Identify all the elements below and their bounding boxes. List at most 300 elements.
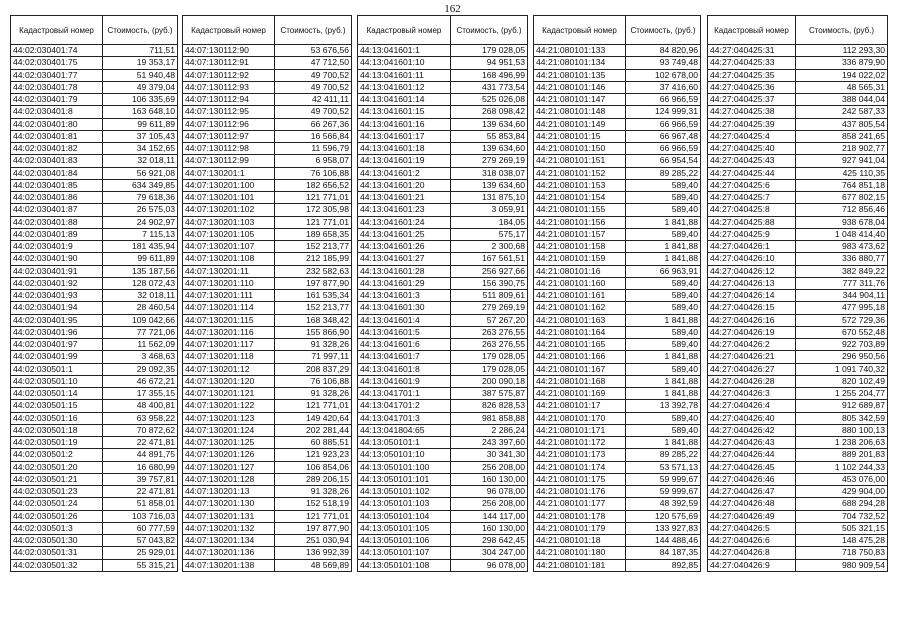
cost-cell: 805 342,59 <box>796 412 888 424</box>
table-row <box>708 106 888 118</box>
cadastral-number-cell: 44:27:040425:38 <box>708 106 796 118</box>
cost-cell: 212 185,99 <box>275 253 352 265</box>
table-row <box>708 363 888 375</box>
table-row <box>183 204 352 216</box>
cadastral-number-cell: 44:02:030501:21 <box>11 473 103 485</box>
table-row <box>358 339 528 351</box>
table-row <box>183 81 352 93</box>
cost-cell: 160 130,00 <box>451 473 528 485</box>
cadastral-number-cell: 44:13:050101:106 <box>358 535 451 547</box>
cadastral-number-cell: 44:13:041601:9 <box>358 375 451 387</box>
cadastral-number-cell: 44:21:080101:152 <box>534 167 626 179</box>
cost-cell: 42 411,11 <box>275 94 352 106</box>
cadastral-number-cell: 44:13:041601:5 <box>358 326 451 338</box>
table-row <box>358 179 528 191</box>
table-row <box>358 388 528 400</box>
cost-cell: 121 771,01 <box>275 400 352 412</box>
header-cadastral-number: Кадастровый номер <box>358 16 451 45</box>
cadastral-number-cell: 44:13:041601:26 <box>358 241 451 253</box>
table-row <box>183 388 352 400</box>
table-row <box>11 57 178 69</box>
table-row <box>534 461 701 473</box>
cadastral-number-cell: 44:21:080101:134 <box>534 57 626 69</box>
cadastral-number-cell: 44:27:040426:16 <box>708 314 796 326</box>
cadastral-number-cell: 44:21:080101:160 <box>534 277 626 289</box>
cost-cell: 172 305,98 <box>275 204 352 216</box>
cadastral-number-cell: 44:07:130201:116 <box>183 326 275 338</box>
cost-cell: 268 098,42 <box>451 106 528 118</box>
table-row <box>708 388 888 400</box>
cadastral-number-cell: 44:07:130201:101 <box>183 192 275 204</box>
cost-cell: 511 809,61 <box>451 290 528 302</box>
cadastral-number-cell: 44:21:080101:167 <box>534 363 626 375</box>
table-row <box>534 559 701 571</box>
cost-cell: 1 102 244,33 <box>796 461 888 473</box>
table-row <box>358 118 528 130</box>
cadastral-number-cell: 44:07:130201:117 <box>183 339 275 351</box>
table-row <box>358 412 528 424</box>
table-row <box>708 167 888 179</box>
cadastral-number-cell: 44:27:040426:15 <box>708 302 796 314</box>
cost-cell: 77 721,06 <box>103 326 178 338</box>
cost-table-3 <box>357 15 528 572</box>
cost-cell: 892,85 <box>626 559 701 571</box>
table-row <box>358 326 528 338</box>
cost-cell: 572 729,36 <box>796 314 888 326</box>
table-row <box>183 290 352 302</box>
table-row <box>534 106 701 118</box>
table-row <box>358 400 528 412</box>
table-row <box>11 216 178 228</box>
table-row <box>11 424 178 436</box>
cost-cell: 11 596,79 <box>275 143 352 155</box>
table-row <box>534 522 701 534</box>
cost-cell: 133 927,83 <box>626 522 701 534</box>
cadastral-number-cell: 44:07:130112:96 <box>183 118 275 130</box>
cadastral-number-cell: 44:21:080101:168 <box>534 375 626 387</box>
cadastral-number-cell: 44:02:030401:91 <box>11 265 103 277</box>
cadastral-number-cell: 44:07:130201:138 <box>183 559 275 571</box>
cost-cell: 298 642,45 <box>451 535 528 547</box>
table-row <box>183 375 352 387</box>
table-row <box>708 57 888 69</box>
cost-cell: 51 858,01 <box>103 498 178 510</box>
table-row <box>183 167 352 179</box>
table-row <box>11 314 178 326</box>
cadastral-number-cell: 44:13:041601:19 <box>358 155 451 167</box>
cadastral-number-cell: 44:13:050101:100 <box>358 461 451 473</box>
table-row <box>358 45 528 57</box>
cost-cell: 589,40 <box>626 424 701 436</box>
cadastral-number-cell: 44:13:050101:107 <box>358 547 451 559</box>
cost-cell: 336 880,77 <box>796 253 888 265</box>
cadastral-number-cell: 44:13:041701:3 <box>358 412 451 424</box>
cost-cell: 589,40 <box>626 302 701 314</box>
cost-cell: 256 927,66 <box>451 265 528 277</box>
cadastral-number-cell: 44:02:030401:89 <box>11 228 103 240</box>
cadastral-number-cell: 44:07:130201:108 <box>183 253 275 265</box>
cost-cell: 103 716,03 <box>103 510 178 522</box>
table-row <box>534 400 701 412</box>
cost-cell: 2 286,24 <box>451 424 528 436</box>
cost-cell: 112 293,30 <box>796 45 888 57</box>
cadastral-number-cell: 44:02:030501:20 <box>11 461 103 473</box>
header-cadastral-number: Кадастровый номер <box>11 16 103 45</box>
cadastral-number-cell: 44:07:130112:94 <box>183 94 275 106</box>
cost-cell: 70 872,62 <box>103 424 178 436</box>
cadastral-number-cell: 44:21:080101:15 <box>534 130 626 142</box>
cost-cell: 24 902,97 <box>103 216 178 228</box>
cost-cell: 1 841,88 <box>626 375 701 387</box>
table-row <box>11 155 178 167</box>
cadastral-number-cell: 44:21:080101:162 <box>534 302 626 314</box>
table-row <box>534 473 701 485</box>
cost-cell: 156 390,75 <box>451 277 528 289</box>
table-row <box>708 486 888 498</box>
table-row <box>534 302 701 314</box>
table-row <box>358 192 528 204</box>
cadastral-number-cell: 44:13:041601:24 <box>358 216 451 228</box>
cadastral-number-cell: 44:21:080101:154 <box>534 192 626 204</box>
cadastral-number-cell: 44:13:050101:103 <box>358 498 451 510</box>
cost-cell: 37 105,43 <box>103 130 178 142</box>
table-row <box>534 424 701 436</box>
cost-cell: 135 187,56 <box>103 265 178 277</box>
table-row <box>534 498 701 510</box>
cost-cell: 53 676,56 <box>275 45 352 57</box>
cadastral-number-cell: 44:02:030401:8 <box>11 106 103 118</box>
cost-cell: 53 571,13 <box>626 461 701 473</box>
cadastral-number-cell: 44:02:030401:86 <box>11 192 103 204</box>
cost-cell: 48 392,59 <box>626 498 701 510</box>
cadastral-number-cell: 44:21:080101:164 <box>534 326 626 338</box>
cadastral-number-cell: 44:21:080101:165 <box>534 339 626 351</box>
cadastral-number-cell: 44:13:041601:14 <box>358 94 451 106</box>
header-cadastral-number: Кадастровый номер <box>183 16 275 45</box>
cadastral-number-cell: 44:27:040425:33 <box>708 57 796 69</box>
cost-cell: 858 241,65 <box>796 130 888 142</box>
table-row <box>534 118 701 130</box>
cadastral-number-cell: 44:21:080101:153 <box>534 179 626 191</box>
table-row <box>11 388 178 400</box>
cadastral-number-cell: 44:27:040426:1 <box>708 241 796 253</box>
cadastral-number-cell: 44:02:030401:92 <box>11 277 103 289</box>
cadastral-number-cell: 44:13:050101:101 <box>358 473 451 485</box>
table-header-row <box>183 16 352 45</box>
cadastral-number-cell: 44:07:130201:111 <box>183 290 275 302</box>
table-row <box>11 277 178 289</box>
table-row <box>183 363 352 375</box>
table-row <box>183 412 352 424</box>
table-row <box>11 351 178 363</box>
cost-cell: 25 929,01 <box>103 547 178 559</box>
cost-cell: 89 285,22 <box>626 167 701 179</box>
cost-cell: 189 658,35 <box>275 228 352 240</box>
cost-cell: 59 999,67 <box>626 486 701 498</box>
cost-cell: 477 995,18 <box>796 302 888 314</box>
table-row <box>358 375 528 387</box>
cost-cell: 91 328,26 <box>275 486 352 498</box>
cadastral-number-cell: 44:21:080101:135 <box>534 69 626 81</box>
cadastral-number-cell: 44:13:041601:8 <box>358 363 451 375</box>
cadastral-number-cell: 44:07:130201:105 <box>183 228 275 240</box>
cost-cell: 1 091 740,32 <box>796 363 888 375</box>
table-row <box>534 69 701 81</box>
cost-cell: 71 997,11 <box>275 351 352 363</box>
table-row <box>358 57 528 69</box>
cost-cell: 96 078,00 <box>451 486 528 498</box>
cadastral-number-cell: 44:02:030501:26 <box>11 510 103 522</box>
cost-cell: 208 837,29 <box>275 363 352 375</box>
cadastral-number-cell: 44:27:040426:13 <box>708 277 796 289</box>
table-row <box>708 94 888 106</box>
cadastral-number-cell: 44:07:130201:100 <box>183 179 275 191</box>
table-row <box>11 192 178 204</box>
cost-cell: 589,40 <box>626 228 701 240</box>
cost-cell: 181 435,94 <box>103 241 178 253</box>
table-row <box>534 265 701 277</box>
cost-cell: 589,40 <box>626 204 701 216</box>
cadastral-number-cell: 44:21:080101:146 <box>534 81 626 93</box>
cadastral-number-cell: 44:13:041601:30 <box>358 302 451 314</box>
table-row <box>358 130 528 142</box>
cadastral-number-cell: 44:07:130201:131 <box>183 510 275 522</box>
table-row <box>534 228 701 240</box>
cadastral-number-cell: 44:21:080101:170 <box>534 412 626 424</box>
table-header-row <box>11 16 178 45</box>
cadastral-number-cell: 44:13:041601:29 <box>358 277 451 289</box>
cost-cell: 66 966,59 <box>626 143 701 155</box>
table-row <box>183 326 352 338</box>
cost-cell: 55 315,21 <box>103 559 178 571</box>
cadastral-number-cell: 44:21:080101:147 <box>534 94 626 106</box>
cost-cell: 39 757,81 <box>103 473 178 485</box>
table-row <box>183 559 352 571</box>
cadastral-number-cell: 44:02:030401:99 <box>11 351 103 363</box>
table-row <box>11 45 178 57</box>
table-row <box>708 265 888 277</box>
cadastral-number-cell: 44:13:041601:25 <box>358 228 451 240</box>
table-row <box>534 339 701 351</box>
cost-cell: 131 875,10 <box>451 192 528 204</box>
table-row <box>11 326 178 338</box>
cost-cell: 161 535,34 <box>275 290 352 302</box>
table-row <box>11 81 178 93</box>
cadastral-number-cell: 44:13:050101:10 <box>358 449 451 461</box>
table-row <box>358 302 528 314</box>
table-row <box>183 265 352 277</box>
table-row <box>183 241 352 253</box>
cadastral-number-cell: 44:02:030401:96 <box>11 326 103 338</box>
table-row <box>11 118 178 130</box>
table-row <box>708 216 888 228</box>
table-row <box>358 461 528 473</box>
cadastral-number-cell: 44:27:040425:4 <box>708 130 796 142</box>
cost-cell: 1 841,88 <box>626 241 701 253</box>
cost-cell: 11 562,09 <box>103 339 178 351</box>
table-row <box>358 290 528 302</box>
cost-cell: 168 496,99 <box>451 69 528 81</box>
cost-cell: 66 267,36 <box>275 118 352 130</box>
cadastral-number-cell: 44:27:040425:31 <box>708 45 796 57</box>
cadastral-number-cell: 44:07:130201:13 <box>183 486 275 498</box>
table-row <box>11 290 178 302</box>
cadastral-number-cell: 44:02:030401:93 <box>11 290 103 302</box>
table-row <box>708 412 888 424</box>
cadastral-number-cell: 44:07:130112:95 <box>183 106 275 118</box>
cost-cell: 429 904,00 <box>796 486 888 498</box>
table-row <box>708 130 888 142</box>
cadastral-number-cell: 44:13:050101:108 <box>358 559 451 571</box>
cadastral-number-cell: 44:02:030501:2 <box>11 449 103 461</box>
cost-cell: 712 856,46 <box>796 204 888 216</box>
cadastral-number-cell: 44:27:040425:39 <box>708 118 796 130</box>
table-row <box>358 498 528 510</box>
cost-cell: 121 771,01 <box>275 192 352 204</box>
table-row <box>534 375 701 387</box>
table-row <box>11 498 178 510</box>
cadastral-number-cell: 44:27:040426:44 <box>708 449 796 461</box>
cost-cell: 179 028,05 <box>451 351 528 363</box>
cadastral-number-cell: 44:07:130112:92 <box>183 69 275 81</box>
cost-cell: 22 471,81 <box>103 437 178 449</box>
table-row <box>708 522 888 534</box>
cost-cell: 57 043,82 <box>103 535 178 547</box>
table-row <box>708 535 888 547</box>
cadastral-number-cell: 44:21:080101:176 <box>534 486 626 498</box>
table-row <box>183 228 352 240</box>
table-row <box>183 400 352 412</box>
table-row <box>183 461 352 473</box>
cadastral-number-cell: 44:21:080101:172 <box>534 437 626 449</box>
cost-cell: 37 416,60 <box>626 81 701 93</box>
table-row <box>183 351 352 363</box>
table-row <box>358 216 528 228</box>
cost-cell: 49 700,52 <box>275 106 352 118</box>
cost-cell: 1 841,88 <box>626 314 701 326</box>
table-row <box>708 302 888 314</box>
cost-cell: 136 992,39 <box>275 547 352 559</box>
table-row <box>11 559 178 571</box>
table-row <box>183 424 352 436</box>
cost-cell: 263 276,55 <box>451 339 528 351</box>
cost-cell: 22 471,81 <box>103 486 178 498</box>
table-row <box>708 400 888 412</box>
table-row <box>11 130 178 142</box>
cadastral-number-cell: 44:02:030501:30 <box>11 535 103 547</box>
cost-cell: 155 866,90 <box>275 326 352 338</box>
cost-cell: 76 106,88 <box>275 167 352 179</box>
table-row <box>534 130 701 142</box>
cadastral-number-cell: 44:21:080101:180 <box>534 547 626 559</box>
table-row <box>534 363 701 375</box>
cost-cell: 168 348,42 <box>275 314 352 326</box>
table-row <box>708 559 888 571</box>
table-row <box>534 486 701 498</box>
cost-cell: 152 518,19 <box>275 498 352 510</box>
cost-cell: 106 854,06 <box>275 461 352 473</box>
cadastral-number-cell: 44:02:030501:18 <box>11 424 103 436</box>
cost-cell: 387 575,87 <box>451 388 528 400</box>
cadastral-number-cell: 44:07:130112:90 <box>183 45 275 57</box>
table-row <box>358 449 528 461</box>
cost-cell: 263 276,55 <box>451 326 528 338</box>
cost-cell: 880 100,13 <box>796 424 888 436</box>
cost-cell: 670 552,48 <box>796 326 888 338</box>
table-row <box>183 69 352 81</box>
table-row <box>11 375 178 387</box>
cost-cell: 32 018,11 <box>103 290 178 302</box>
cadastral-number-cell: 44:13:050101:1 <box>358 437 451 449</box>
cost-cell: 589,40 <box>626 179 701 191</box>
cost-cell: 34 152,65 <box>103 143 178 155</box>
cost-cell: 17 355,15 <box>103 388 178 400</box>
cadastral-number-cell: 44:27:040425:40 <box>708 143 796 155</box>
cadastral-number-cell: 44:07:130201:12 <box>183 363 275 375</box>
cost-cell: 1 841,88 <box>626 437 701 449</box>
table-row <box>534 45 701 57</box>
cost-cell: 505 321,15 <box>796 522 888 534</box>
cost-cell: 152 213,77 <box>275 302 352 314</box>
cadastral-number-cell: 44:21:080101:181 <box>534 559 626 571</box>
cadastral-number-cell: 44:27:040426:42 <box>708 424 796 436</box>
cost-cell: 677 802,15 <box>796 192 888 204</box>
cadastral-number-cell: 44:27:040425:9 <box>708 228 796 240</box>
cost-cell: 102 678,00 <box>626 69 701 81</box>
cost-cell: 109 042,66 <box>103 314 178 326</box>
cost-cell: 711,51 <box>103 45 178 57</box>
table-row <box>183 302 352 314</box>
cadastral-number-cell: 44:13:041601:10 <box>358 57 451 69</box>
cadastral-number-cell: 44:21:080101:18 <box>534 535 626 547</box>
cost-cell: 589,40 <box>626 277 701 289</box>
table-row <box>11 412 178 424</box>
table-row <box>183 510 352 522</box>
cadastral-number-cell: 44:21:080101:17 <box>534 400 626 412</box>
table-row <box>11 522 178 534</box>
cost-cell: 279 269,19 <box>451 155 528 167</box>
cost-cell: 243 397,60 <box>451 437 528 449</box>
table-row <box>183 155 352 167</box>
table-row <box>708 461 888 473</box>
page-number: 162 <box>444 3 461 15</box>
cadastral-number-cell: 44:27:040426:27 <box>708 363 796 375</box>
cost-cell: 182 656,52 <box>275 179 352 191</box>
cadastral-number-cell: 44:07:130201:126 <box>183 449 275 461</box>
table-header-row <box>358 16 528 45</box>
table-row <box>358 265 528 277</box>
cost-cell: 106 335,69 <box>103 94 178 106</box>
cost-cell: 704 732,52 <box>796 510 888 522</box>
table-row <box>534 547 701 559</box>
table-row <box>183 522 352 534</box>
cost-cell: 32 018,11 <box>103 155 178 167</box>
cost-cell: 99 611,89 <box>103 118 178 130</box>
cost-cell: 128 072,43 <box>103 277 178 289</box>
cost-cell: 57 267,20 <box>451 314 528 326</box>
cost-cell: 388 044,04 <box>796 94 888 106</box>
cost-cell: 1 048 414,40 <box>796 228 888 240</box>
cadastral-number-cell: 44:07:130201:118 <box>183 351 275 363</box>
cadastral-number-cell: 44:02:030501:3 <box>11 522 103 534</box>
cost-cell: 48 569,89 <box>275 559 352 571</box>
table-row <box>11 106 178 118</box>
cost-cell: 93 749,48 <box>626 57 701 69</box>
cost-cell: 232 582,63 <box>275 265 352 277</box>
cost-cell: 139 634,60 <box>451 179 528 191</box>
cost-cell: 437 805,54 <box>796 118 888 130</box>
cadastral-number-cell: 44:27:040426:6 <box>708 535 796 547</box>
